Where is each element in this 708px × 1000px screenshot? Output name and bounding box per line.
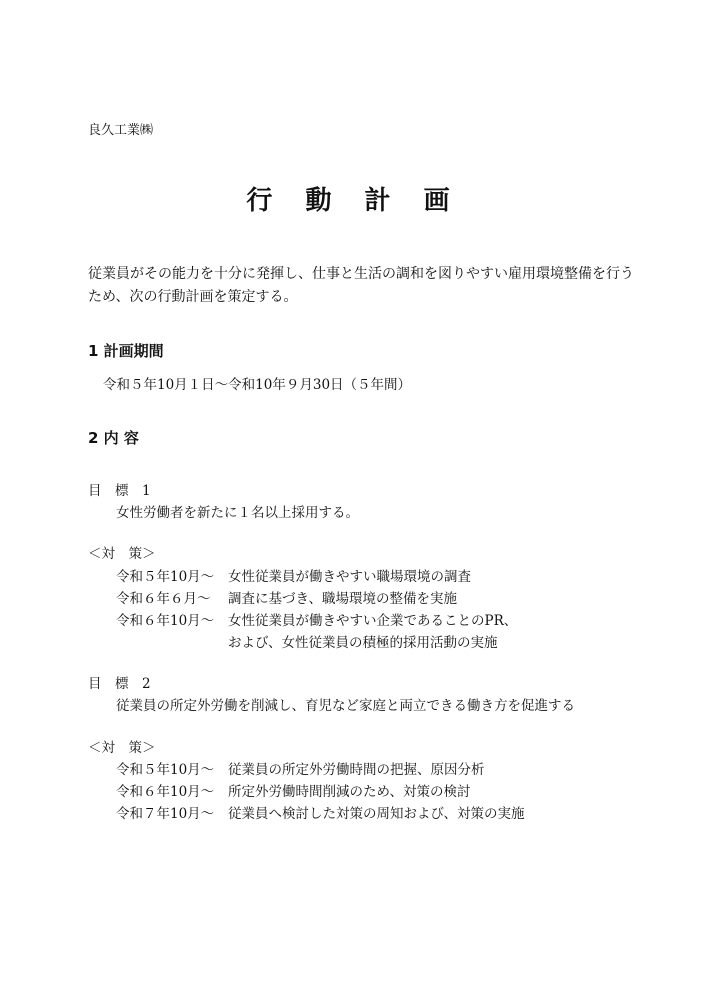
measure-text: および、女性従業員の積極的採用活動の実施 [228,635,498,651]
goal-1-text: 女性労働者を新たに１名以上採用する。 [116,505,359,521]
measure-date: 令和６年６月～ [116,591,211,607]
measure-text: 従業員の所定外労働時間の把握、原因分析 [228,762,485,778]
measure-text: 従業員へ検討した対策の周知および、対策の実施 [228,806,525,822]
measure-text: 女性従業員が働きやすい職場環境の調査 [228,569,471,585]
measure-date: 令和５年10月～ [116,762,215,778]
goal-2-label: 目 標 2 [88,676,151,692]
goal-1-measure-row [116,565,471,585]
goal-2-measure-row [116,802,524,822]
goal-1-label: 目 標 1 [88,483,151,499]
goal-2-text: 従業員の所定外労働を削減し、育児など家庭と両立できる働き方を促進する [116,698,575,714]
intro-line-1: 従業員がその能力を十分に発揮し、仕事と生活の調和を図りやすい雇用環境整備を行う [88,266,634,282]
goal-2-measure-row [116,758,485,778]
goal-1-measure-row [116,587,457,607]
goal-1-measure-row [116,631,497,651]
measure-text: 調査に基づき、職場環境の整備を実施 [228,591,457,607]
measure-date: 令和７年10月～ [116,806,215,822]
company-name: 良久工業㈱ [88,123,154,138]
measure-date: 令和５年10月～ [116,569,215,585]
measure-date: 令和６年10月～ [116,613,215,629]
intro-line-2: ため、次の行動計画を策定する。 [88,289,298,305]
measure-text: 女性従業員が働きやすい企業であることのPR、 [228,613,518,629]
section-heading-period: 1 計画期間 [88,342,164,360]
goal-2-measures-label: ＜対 策＞ [88,740,156,756]
measure-text: 所定外労働時間削減のため、対策の検討 [228,784,471,800]
goal-1-measure-row [116,609,517,629]
goal-1-measures-label: ＜対 策＞ [88,546,156,562]
plan-period: 令和５年10月１日～令和10年９月30日（５年間） [103,377,412,393]
page-title: 行 動 計 画 [246,186,462,216]
section-heading-content: 2 内 容 [88,429,139,447]
goal-2-measure-row [116,780,470,800]
measure-date: 令和６年10月～ [116,784,215,800]
intro-paragraph [88,263,634,309]
